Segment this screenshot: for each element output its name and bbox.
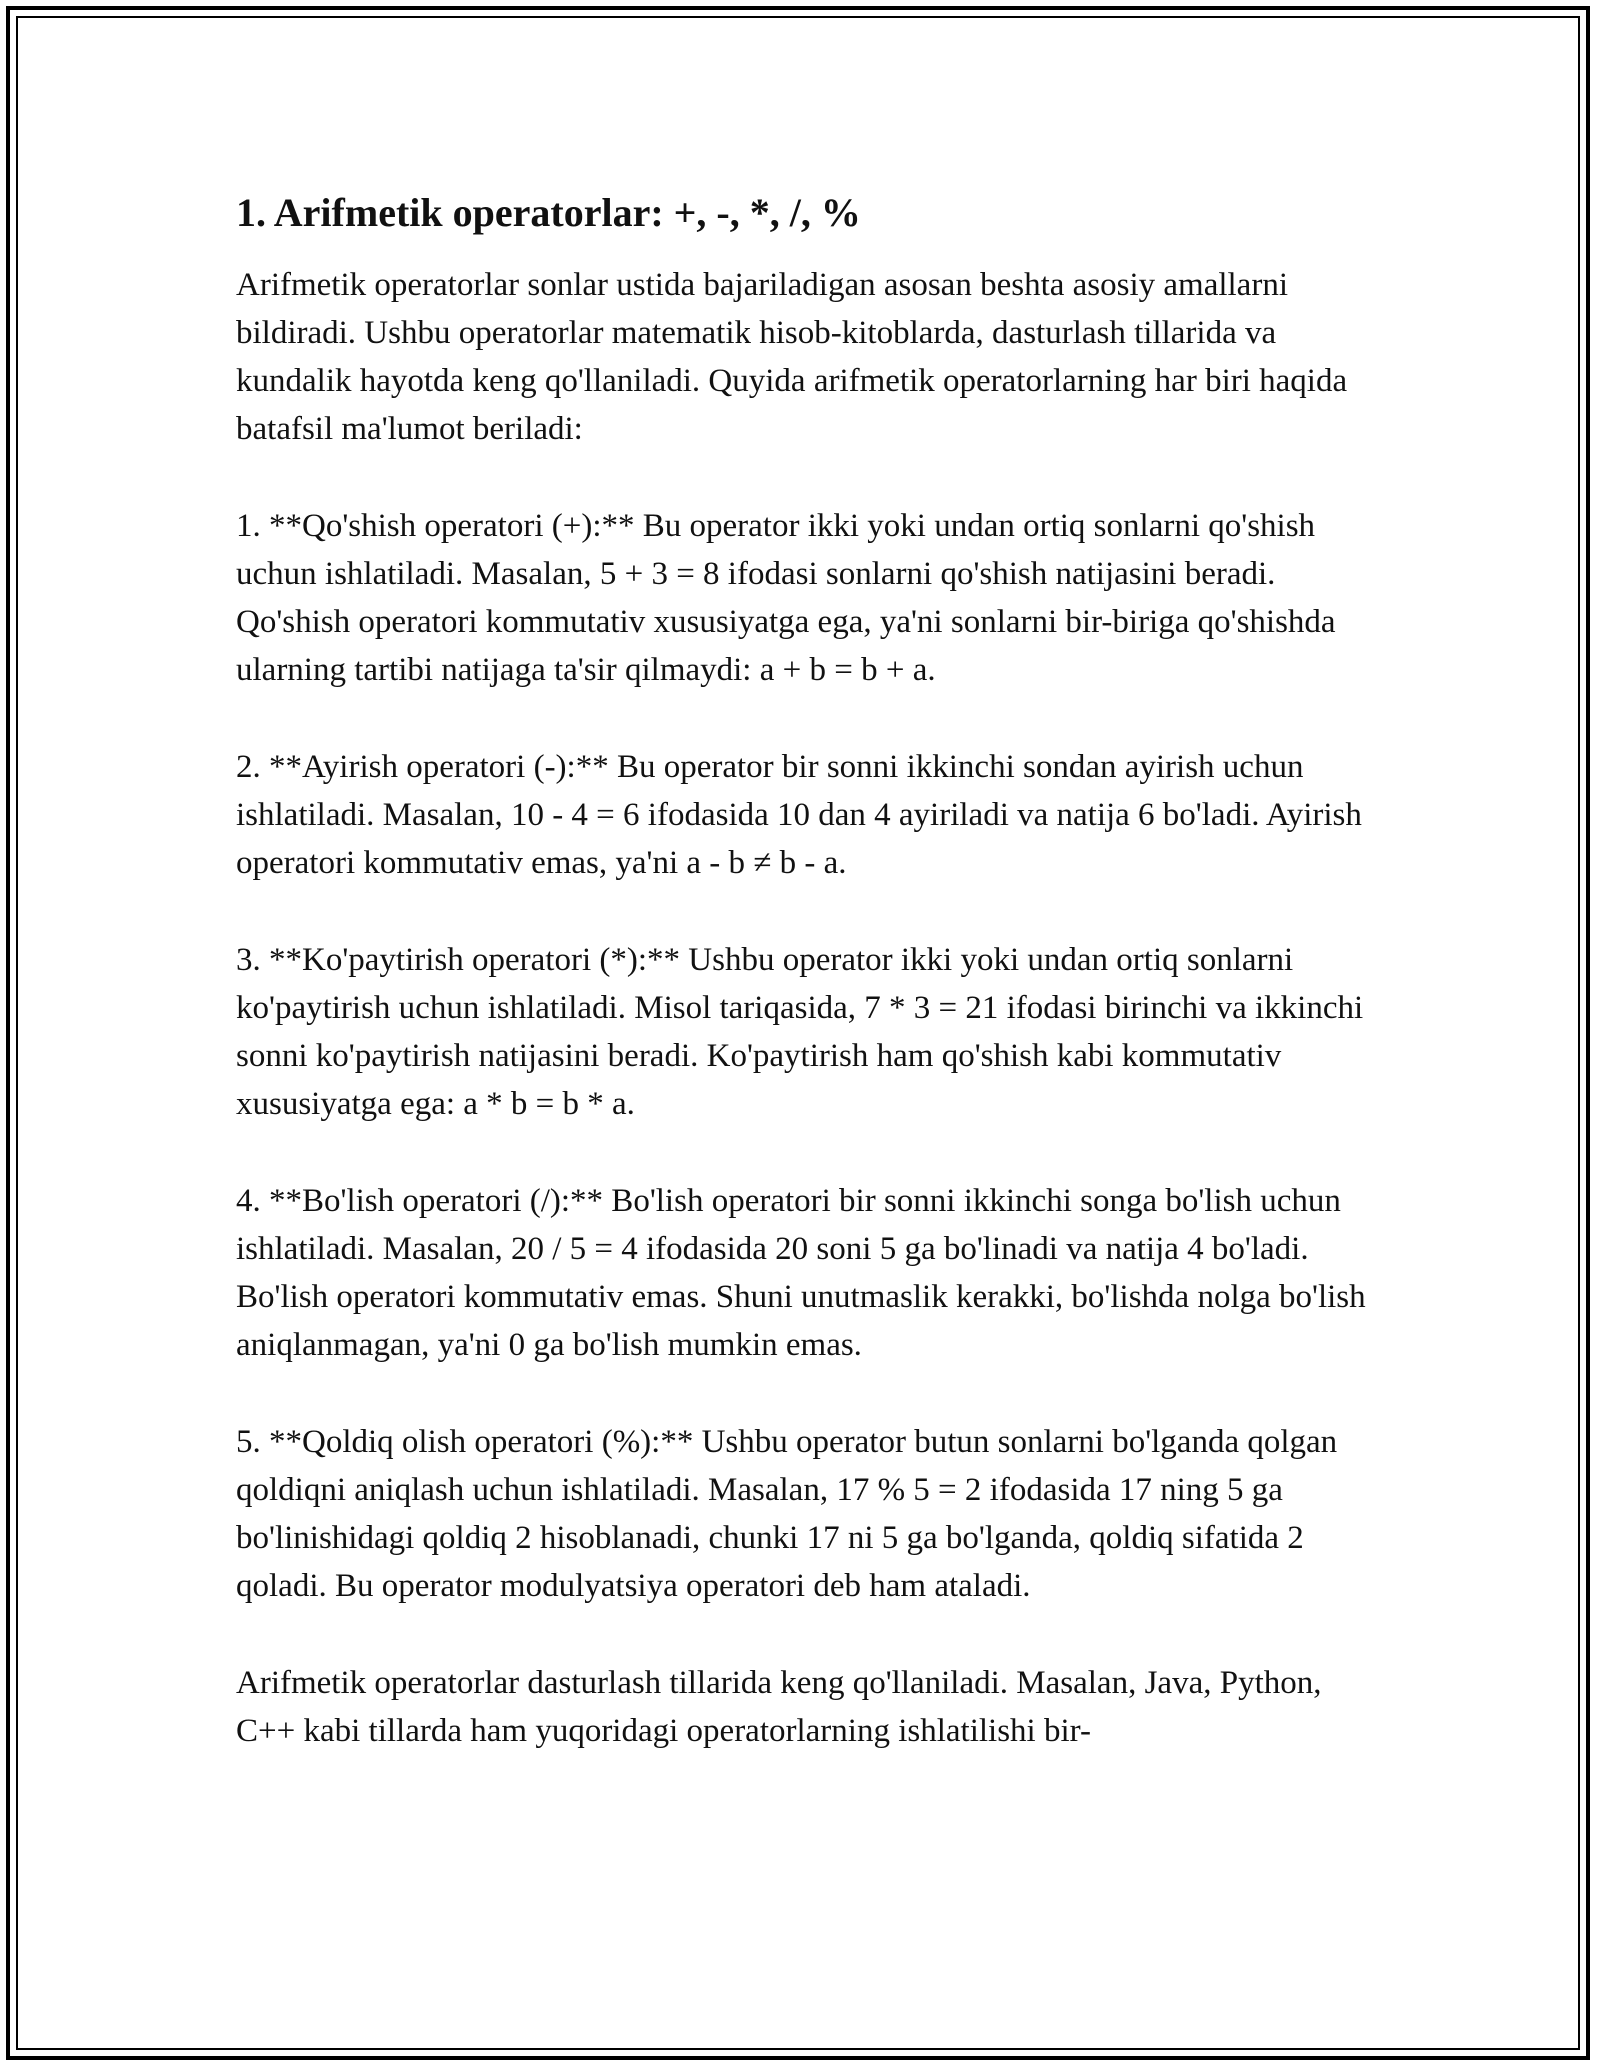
section-heading: 1. Arifmetik operatorlar: +, -, *, /, % xyxy=(236,190,861,235)
paragraph-division: 4. **Bo'lish operatori (/):** Bo'lish operatori bir sonni ikkinchi songa bo'lish uchun ishlatiladi. Masalan, 20 / 5 = 4 ifodasida 20 soni 5 ga bo'linadi va natija 4 bo'ladi. Bo'lish operatori kommutativ emas. Shuni unutmaslik kerakki, bo'lishda nolga bo'lish aniqlanmagan, ya'ni 0 ga bo'lish mumkin emas. xyxy=(236,1183,1366,1363)
paragraph-subtraction: 2. **Ayirish operatori (-):** Bu operator bir sonni ikkinchi sondan ayirish uchun ishlatiladi. Masalan, 10 - 4 = 6 ifodasida 10 dan 4 ayiriladi va natija 6 bo'ladi. Ayirish operatori kommutativ emas, ya'ni a - b ≠ b - a. xyxy=(236,749,1362,881)
paragraph-intro: Arifmetik operatorlar sonlar ustida bajariladigan asosan beshta asosiy amallarni bildiradi. Ushbu operatorlar matematik hisob-kitoblarda, dasturlash tillarida va kundalik hayotda keng qo'llaniladi. Quyida arifmetik operatorlarning har biri haqida batafsil ma'lumot beriladi: xyxy=(236,267,1348,447)
paragraph-multiplication: 3. **Ko'paytirish operatori (*):** Ushbu operator ikki yoki undan ortiq sonlarni ko'paytirish uchun ishlatiladi. Misol tariqasida, 7 * 3 = 21 ifodasi birinchi va ikkinchi sonni ko'paytirish natijasini beradi. Ko'paytirish ham qo'shish kabi kommutativ xususiyatga ega: a * b = b * a. xyxy=(236,942,1364,1122)
paragraph-conclusion: Arifmetik operatorlar dasturlash tillarida keng qo'llaniladi. Masalan, Java, Python, C++ kabi tillarda ham yuqoridagi operatorlarning ishlatilishi bir- xyxy=(236,1665,1322,1749)
document-body xyxy=(236,185,1376,1755)
paragraph-modulo: 5. **Qoldiq olish operatori (%):** Ushbu operator butun sonlarni bo'lganda qolgan qoldiqni aniqlash uchun ishlatiladi. Masalan, 17 % 5 = 2 ifodasida 17 ning 5 ga bo'linishidagi qoldiq 2 hisoblanadi, chunki 17 ni 5 ga bo'lganda, qoldiq sifatida 2 qoladi. Bu operator modulyatsiya operatori deb ham ataladi. xyxy=(236,1424,1338,1604)
paragraph-addition: 1. **Qo'shish operatori (+):** Bu operator ikki yoki undan ortiq sonlarni qo'shish uchun ishlatiladi. Masalan, 5 + 3 = 8 ifodasi sonlarni qo'shish natijasini beradi. Qo'shish operatori kommutativ xususiyatga ega, ya'ni sonlarni bir-biriga qo'shishda ularning tartibi natijaga ta'sir qilmaydi: a + b = b + a. xyxy=(236,508,1336,688)
